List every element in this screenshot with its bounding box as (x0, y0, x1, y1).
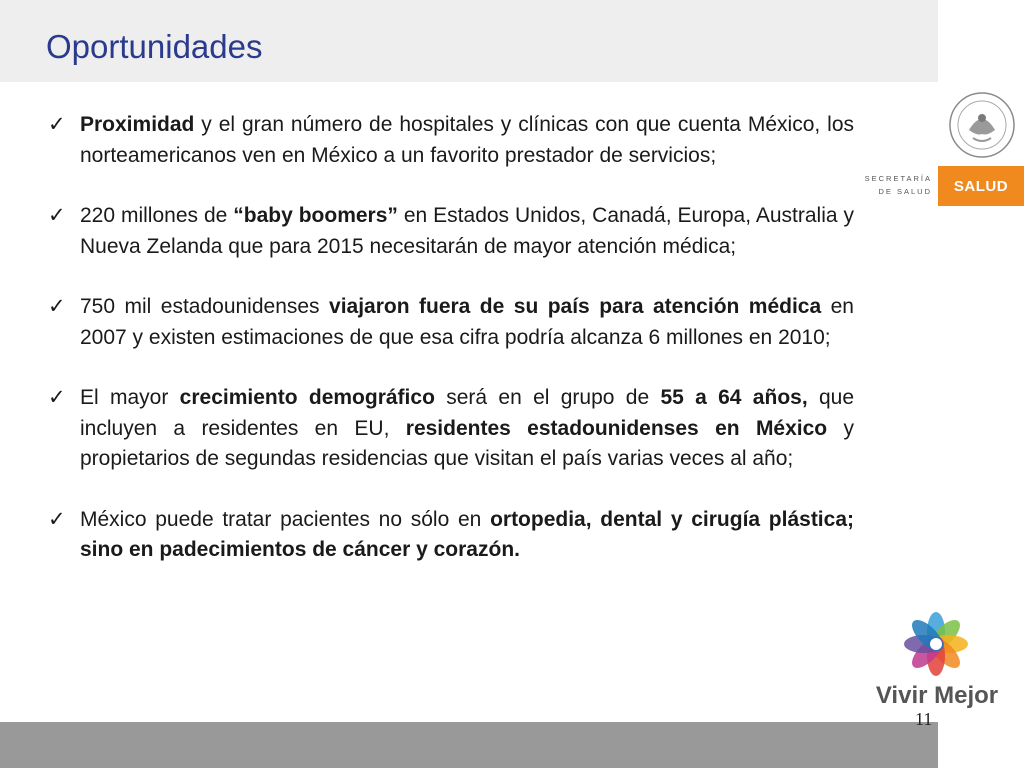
bullet-text-span: que incluyen a residentes en EU, (80, 386, 855, 440)
checkmark-icon: ✓ (48, 386, 66, 409)
mexican-seal-icon (947, 90, 1017, 160)
vivir-mejor-logo (862, 610, 1012, 720)
secretaria-line1: SECRETARÍA (864, 174, 932, 183)
salud-badge: SALUD (938, 166, 1024, 206)
checkmark-icon: ✓ (48, 507, 66, 531)
page-number: 11 (915, 709, 933, 729)
checkmark-icon: ✓ (48, 204, 66, 227)
bullet-text-span: en Estados Unidos, Canadá, Europa, Australia y Nueva Zelanda que para 2015 necesitarán de mayor atención médica; (80, 204, 854, 258)
bullet-text-span: México puede tratar pacientes no sólo en (80, 507, 491, 531)
slide-title: Oportunidades (46, 28, 263, 65)
bullet-item (48, 292, 854, 353)
bullet-text-bold: Proximidad (80, 113, 195, 136)
bullet-text-bold: crecimiento demográfico (179, 386, 435, 409)
flower-logo-icon (902, 610, 970, 678)
bullet-text-span: 750 mil estadounidenses (80, 295, 330, 318)
bullet-item (48, 201, 854, 262)
bullet-item (48, 383, 854, 475)
bullet-text-span: El mayor (80, 386, 180, 409)
bullet-item (48, 505, 854, 566)
bullet-text (80, 386, 854, 470)
checkmark-icon: ✓ (48, 113, 66, 136)
bullet-text-bold: 55 a 64 años, (660, 386, 808, 409)
secretaria-label (860, 172, 932, 198)
bullet-text (80, 113, 854, 167)
bullet-text-bold: “baby boomers” (233, 204, 398, 227)
bullet-text (80, 295, 854, 349)
bullet-text-span: y propietarios de segundas residencias que visitan el país varias veces al año; (80, 416, 854, 470)
bullet-text (80, 508, 854, 562)
logo-text: Vivir Mejor (875, 682, 999, 709)
bullet-text (80, 204, 854, 258)
bullet-text-bold: ortopedia, dental y cirugía plástica; sino en padecimientos de cáncer y corazón. (80, 507, 854, 561)
footer-bar (0, 722, 938, 768)
bullet-text-bold: viajaron fuera de su país para atención médica (329, 295, 822, 318)
bullet-text-span: 220 millones de (80, 204, 234, 227)
bullet-text-span: y el gran número de hospitales y clínicas con que cuenta México, los norteamericanos ven en México a un favorito prestador de servicios; (80, 113, 854, 167)
bullet-text-span: en 2007 y existen estimaciones de que esa cifra podría alcanza 6 millones en 2010; (80, 295, 854, 349)
bullet-text-span: será en el grupo de (434, 386, 661, 409)
bullet-list (48, 110, 854, 596)
secretaria-line2: DE SALUD (878, 187, 932, 196)
bullet-item (48, 110, 854, 171)
bullet-text-bold: residentes estadounidenses en México (405, 416, 828, 440)
checkmark-icon: ✓ (48, 295, 66, 318)
